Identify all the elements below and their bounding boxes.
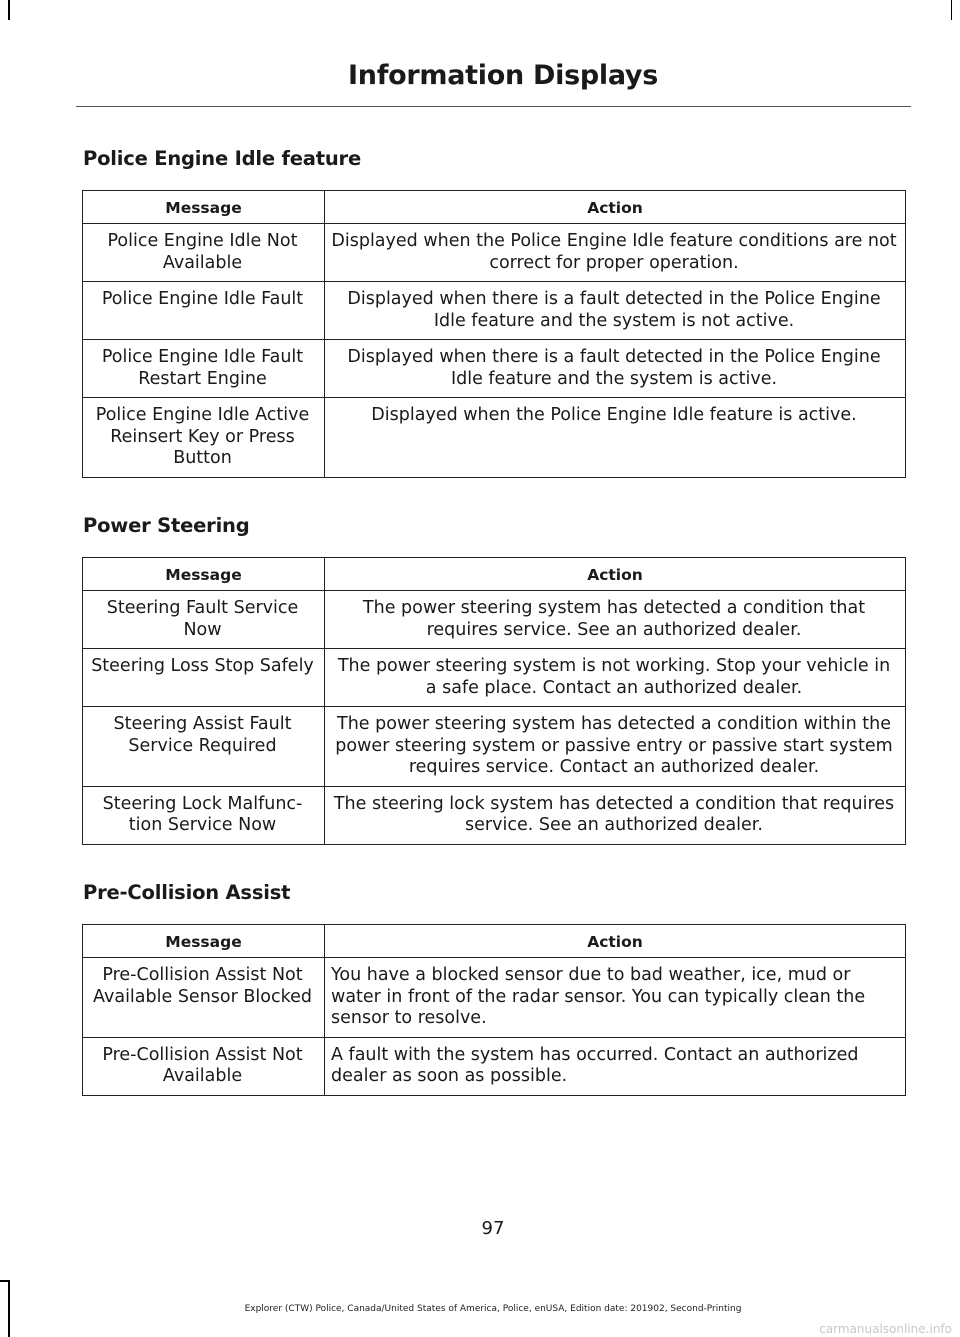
table-row bbox=[83, 707, 906, 787]
police-engine-idle-table bbox=[82, 190, 906, 478]
message-cell: Steering Loss Stop Safely bbox=[83, 649, 325, 707]
section-heading-power-steering: Power Steering bbox=[83, 514, 250, 537]
table-row bbox=[83, 398, 906, 478]
action-cell: The power steering system is not working. Stop your vehicle in a safe place. Contact an authorized dealer. bbox=[325, 649, 906, 707]
column-header-message: Message bbox=[83, 191, 325, 224]
action-cell: A fault with the system has occurred. Contact an authorized dealer as soon as possible. bbox=[325, 1037, 906, 1095]
action-cell: The power steering system has detected a condition that requires service. See an authorized dealer. bbox=[325, 591, 906, 649]
message-cell: Steering Lock Malfunc-tion Service Now bbox=[83, 786, 325, 844]
column-header-action: Action bbox=[325, 191, 906, 224]
pre-collision-assist-table bbox=[82, 924, 906, 1096]
message-cell: Pre-Collision Assist Not Available bbox=[83, 1037, 325, 1095]
table-row bbox=[83, 958, 906, 1038]
page-number: 97 bbox=[481, 1218, 505, 1239]
action-cell: You have a blocked sensor due to bad weather, ice, mud or water in front of the radar sensor. You can typically clean the sensor to resolve. bbox=[325, 958, 906, 1038]
message-cell: Steering Assist Fault Service Required bbox=[83, 707, 325, 787]
column-header-action: Action bbox=[325, 925, 906, 958]
column-header-message: Message bbox=[83, 558, 325, 591]
header-divider bbox=[76, 106, 911, 107]
table-header-row bbox=[83, 558, 906, 591]
table-row bbox=[83, 282, 906, 340]
table-row bbox=[83, 786, 906, 844]
column-header-action: Action bbox=[325, 558, 906, 591]
table-row bbox=[83, 591, 906, 649]
table-header-row bbox=[83, 191, 906, 224]
table-row bbox=[83, 224, 906, 282]
action-cell: Displayed when there is a fault detected in the Police Engine Idle feature and the system is active. bbox=[325, 340, 906, 398]
section-heading-police-engine-idle: Police Engine Idle feature bbox=[83, 147, 361, 170]
section-heading-pre-collision-assist: Pre-Collision Assist bbox=[83, 881, 291, 904]
action-cell: Displayed when the Police Engine Idle feature is active. bbox=[325, 398, 906, 478]
page-title: Information Displays bbox=[348, 60, 658, 91]
column-header-message: Message bbox=[83, 925, 325, 958]
watermark: carmanualsonline.info bbox=[819, 1322, 952, 1336]
crop-mark-bottom-left-h bbox=[0, 1280, 9, 1282]
crop-mark-top-right bbox=[951, 0, 953, 20]
message-cell: Police Engine Idle Not Available bbox=[83, 224, 325, 282]
message-cell: Pre-Collision Assist Not Available Sensor Blocked bbox=[83, 958, 325, 1038]
table-row bbox=[83, 649, 906, 707]
action-cell: Displayed when there is a fault detected in the Police Engine Idle feature and the system is not active. bbox=[325, 282, 906, 340]
crop-mark-top-left bbox=[8, 0, 10, 20]
action-cell: The power steering system has detected a condition within the power steering system or passive entry or passive start system requires service. Contact an authorized dealer. bbox=[325, 707, 906, 787]
message-cell: Steering Fault Service Now bbox=[83, 591, 325, 649]
action-cell: Displayed when the Police Engine Idle feature conditions are not correct for proper operation. bbox=[325, 224, 906, 282]
table-row bbox=[83, 1037, 906, 1095]
message-cell: Police Engine Idle Active Reinsert Key or Press Button bbox=[83, 398, 325, 478]
message-cell: Police Engine Idle Fault Restart Engine bbox=[83, 340, 325, 398]
table-header-row bbox=[83, 925, 906, 958]
action-cell: The steering lock system has detected a condition that requires service. See an authorized dealer. bbox=[325, 786, 906, 844]
message-cell: Police Engine Idle Fault bbox=[83, 282, 325, 340]
footer-edition-info: Explorer (CTW) Police, Canada/United States of America, Police, enUSA, Edition date: 201902, Second-Printing bbox=[244, 1304, 742, 1314]
table-row bbox=[83, 340, 906, 398]
power-steering-table bbox=[82, 557, 906, 845]
